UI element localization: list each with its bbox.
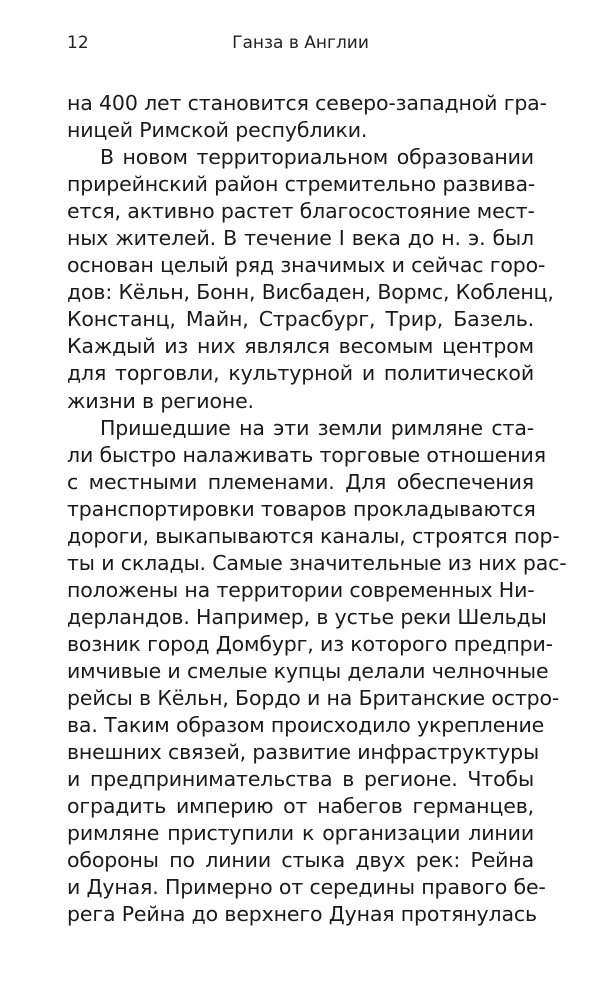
text-line: для торговли, культурной и политической xyxy=(67,361,534,386)
text-line: ли быстро налаживать торговые отношения xyxy=(67,442,546,467)
text-line: и предпринимательства в регионе. Чтобы xyxy=(67,767,534,792)
text-line: рейсы в Кёльн, Бордо и на Британские остро- xyxy=(67,686,560,711)
text-line: дерландов. Например, в устье реки Шельды xyxy=(67,604,547,629)
text-line: и Дуная. Примерно от середины правого бе- xyxy=(67,875,546,900)
text-line: положены на территории современных Ни- xyxy=(67,577,535,602)
text-line: транспортировки товаров прокладываются xyxy=(67,496,536,521)
text-line: рега Рейна до верхнего Дуная протянулась xyxy=(67,902,537,927)
text-line: внешних связей, развитие инфраструктуры xyxy=(67,740,540,765)
text-line: Пришедшие на эти земли римляне ста- xyxy=(100,415,534,440)
text-line: с местными племенами. Для обеспечения xyxy=(67,469,534,494)
paragraph xyxy=(67,144,554,414)
text-line: жизни в регионе. xyxy=(67,388,254,413)
text-line: основан целый ряд значимых и сейчас горо- xyxy=(67,253,546,278)
text-line: ты и склады. Самые значительные из них рас- xyxy=(67,550,567,575)
text-line: обороны по линии стыка двух рек: Рейна xyxy=(67,848,534,873)
text-line: ва. Таким образом происходило укрепление xyxy=(67,713,545,738)
text-line: на 400 лет становится северо-западной гра- xyxy=(67,91,547,115)
paragraph xyxy=(67,90,547,144)
text-line: имчивые и смелые купцы делали челночные xyxy=(67,658,549,683)
text-line: оградить империю от набегов германцев, xyxy=(67,794,534,819)
running-head xyxy=(67,31,534,55)
paragraph xyxy=(67,415,567,929)
text-line: дов: Кёльн, Бонн, Висбаден, Вормс, Кобленц, xyxy=(67,280,554,305)
body-text xyxy=(67,90,567,928)
text-line: дороги, выкапываются каналы, строятся пор- xyxy=(67,523,560,548)
text-line: ных жителей. В течение I века до н. э. был xyxy=(67,226,534,251)
text-line: В новом территориальном образовании xyxy=(100,145,534,170)
text-line: ницей Римской республики. xyxy=(67,118,368,143)
running-title: Ганза в Англии xyxy=(232,33,369,53)
text-line: римляне приступили к организации линии xyxy=(67,821,534,846)
text-line: ется, активно растет благосостояние мест- xyxy=(67,199,535,224)
text-line: Каждый из них являлся весомым центром xyxy=(67,334,534,359)
page-number: 12 xyxy=(67,33,89,53)
text-line: Констанц, Майн, Страсбург, Трир, Базель. xyxy=(67,307,534,332)
text-line: возник город Домбург, из которого предпри- xyxy=(67,631,553,656)
text-line: прирейнский район стремительно развива- xyxy=(67,172,536,197)
